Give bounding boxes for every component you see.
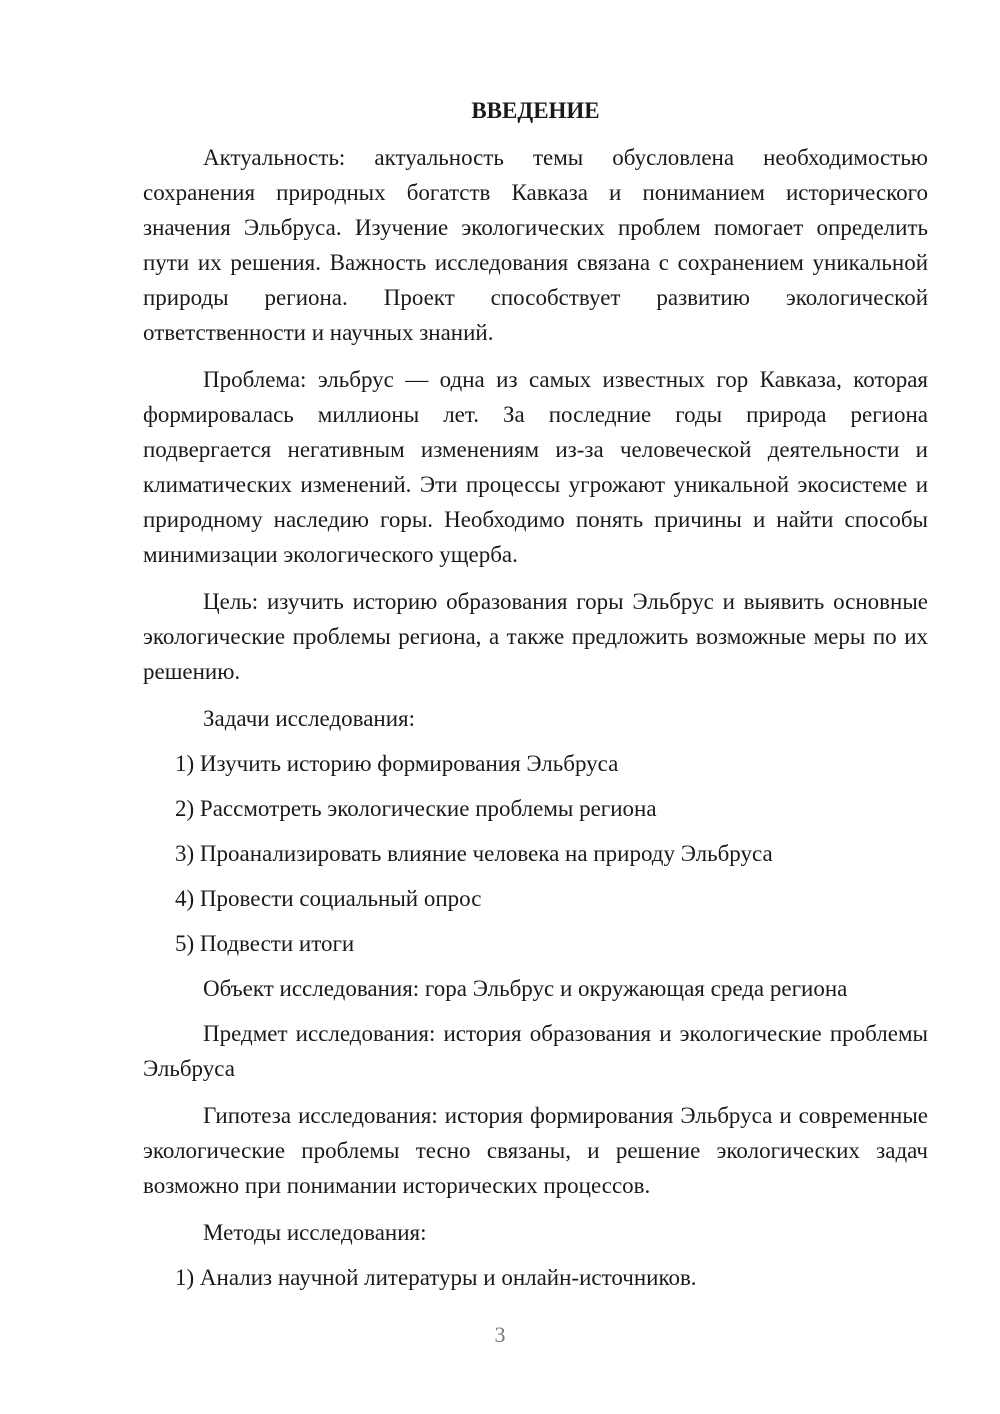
relevance-paragraph: Актуальность: актуальность темы обусловлена необходимостью сохранения природных богатств Кавказа и пониманием исторического значения Эльбруса. Изучение экологических проблем помогает определить пути их решения. Важность исследования связана с сохранением уникальной природы региона. Проект способствует развитию экологической ответственности и научных знаний. [143,145,928,345]
goal-paragraph: Цель: изучить историю образования горы Эльбрус и выявить основные экологические проблемы региона, а также предложить возможные меры по их решению. [143,589,928,684]
tasks-list [143,746,928,961]
list-item: 1) Анализ научной литературы и онлайн-источников. [175,1265,697,1290]
hypothesis-paragraph: Гипотеза исследования: история формирования Эльбруса и современные экологические проблемы тесно связаны, и решение экологических задач возможно при понимании исторических процессов. [143,1103,928,1198]
page-number: 3 [494,1322,506,1347]
methods-title: Методы исследования: [203,1220,427,1245]
subject-paragraph: Предмет исследования: история образования и экологические проблемы Эльбруса [143,1021,928,1081]
section-heading: ВВЕДЕНИЕ [471,98,600,123]
problem-paragraph: Проблема: эльбрус — одна из самых известных гор Кавказа, которая формировалась миллионы лет. За последние годы природа региона подвергается негативным изменениям из-за человеческой деятельности и климатических изменений. Эти процессы угрожают уникальной экосистеме и природному наследию горы. Необходимо понять причины и найти способы минимизации экологического ущерба. [143,367,928,567]
list-item: 5) Подвести итоги [175,931,355,956]
list-item: 2) Рассмотреть экологические проблемы региона [175,796,657,821]
object-paragraph: Объект исследования: гора Эльбрус и окружающая среда региона [203,976,848,1001]
document-page [143,94,928,1305]
tasks-title: Задачи исследования: [203,706,416,731]
methods-list [143,1260,928,1295]
list-item: 4) Провести социальный опрос [175,886,482,911]
list-item: 1) Изучить историю формирования Эльбруса [175,751,619,776]
list-item: 3) Проанализировать влияние человека на природу Эльбруса [175,841,773,866]
